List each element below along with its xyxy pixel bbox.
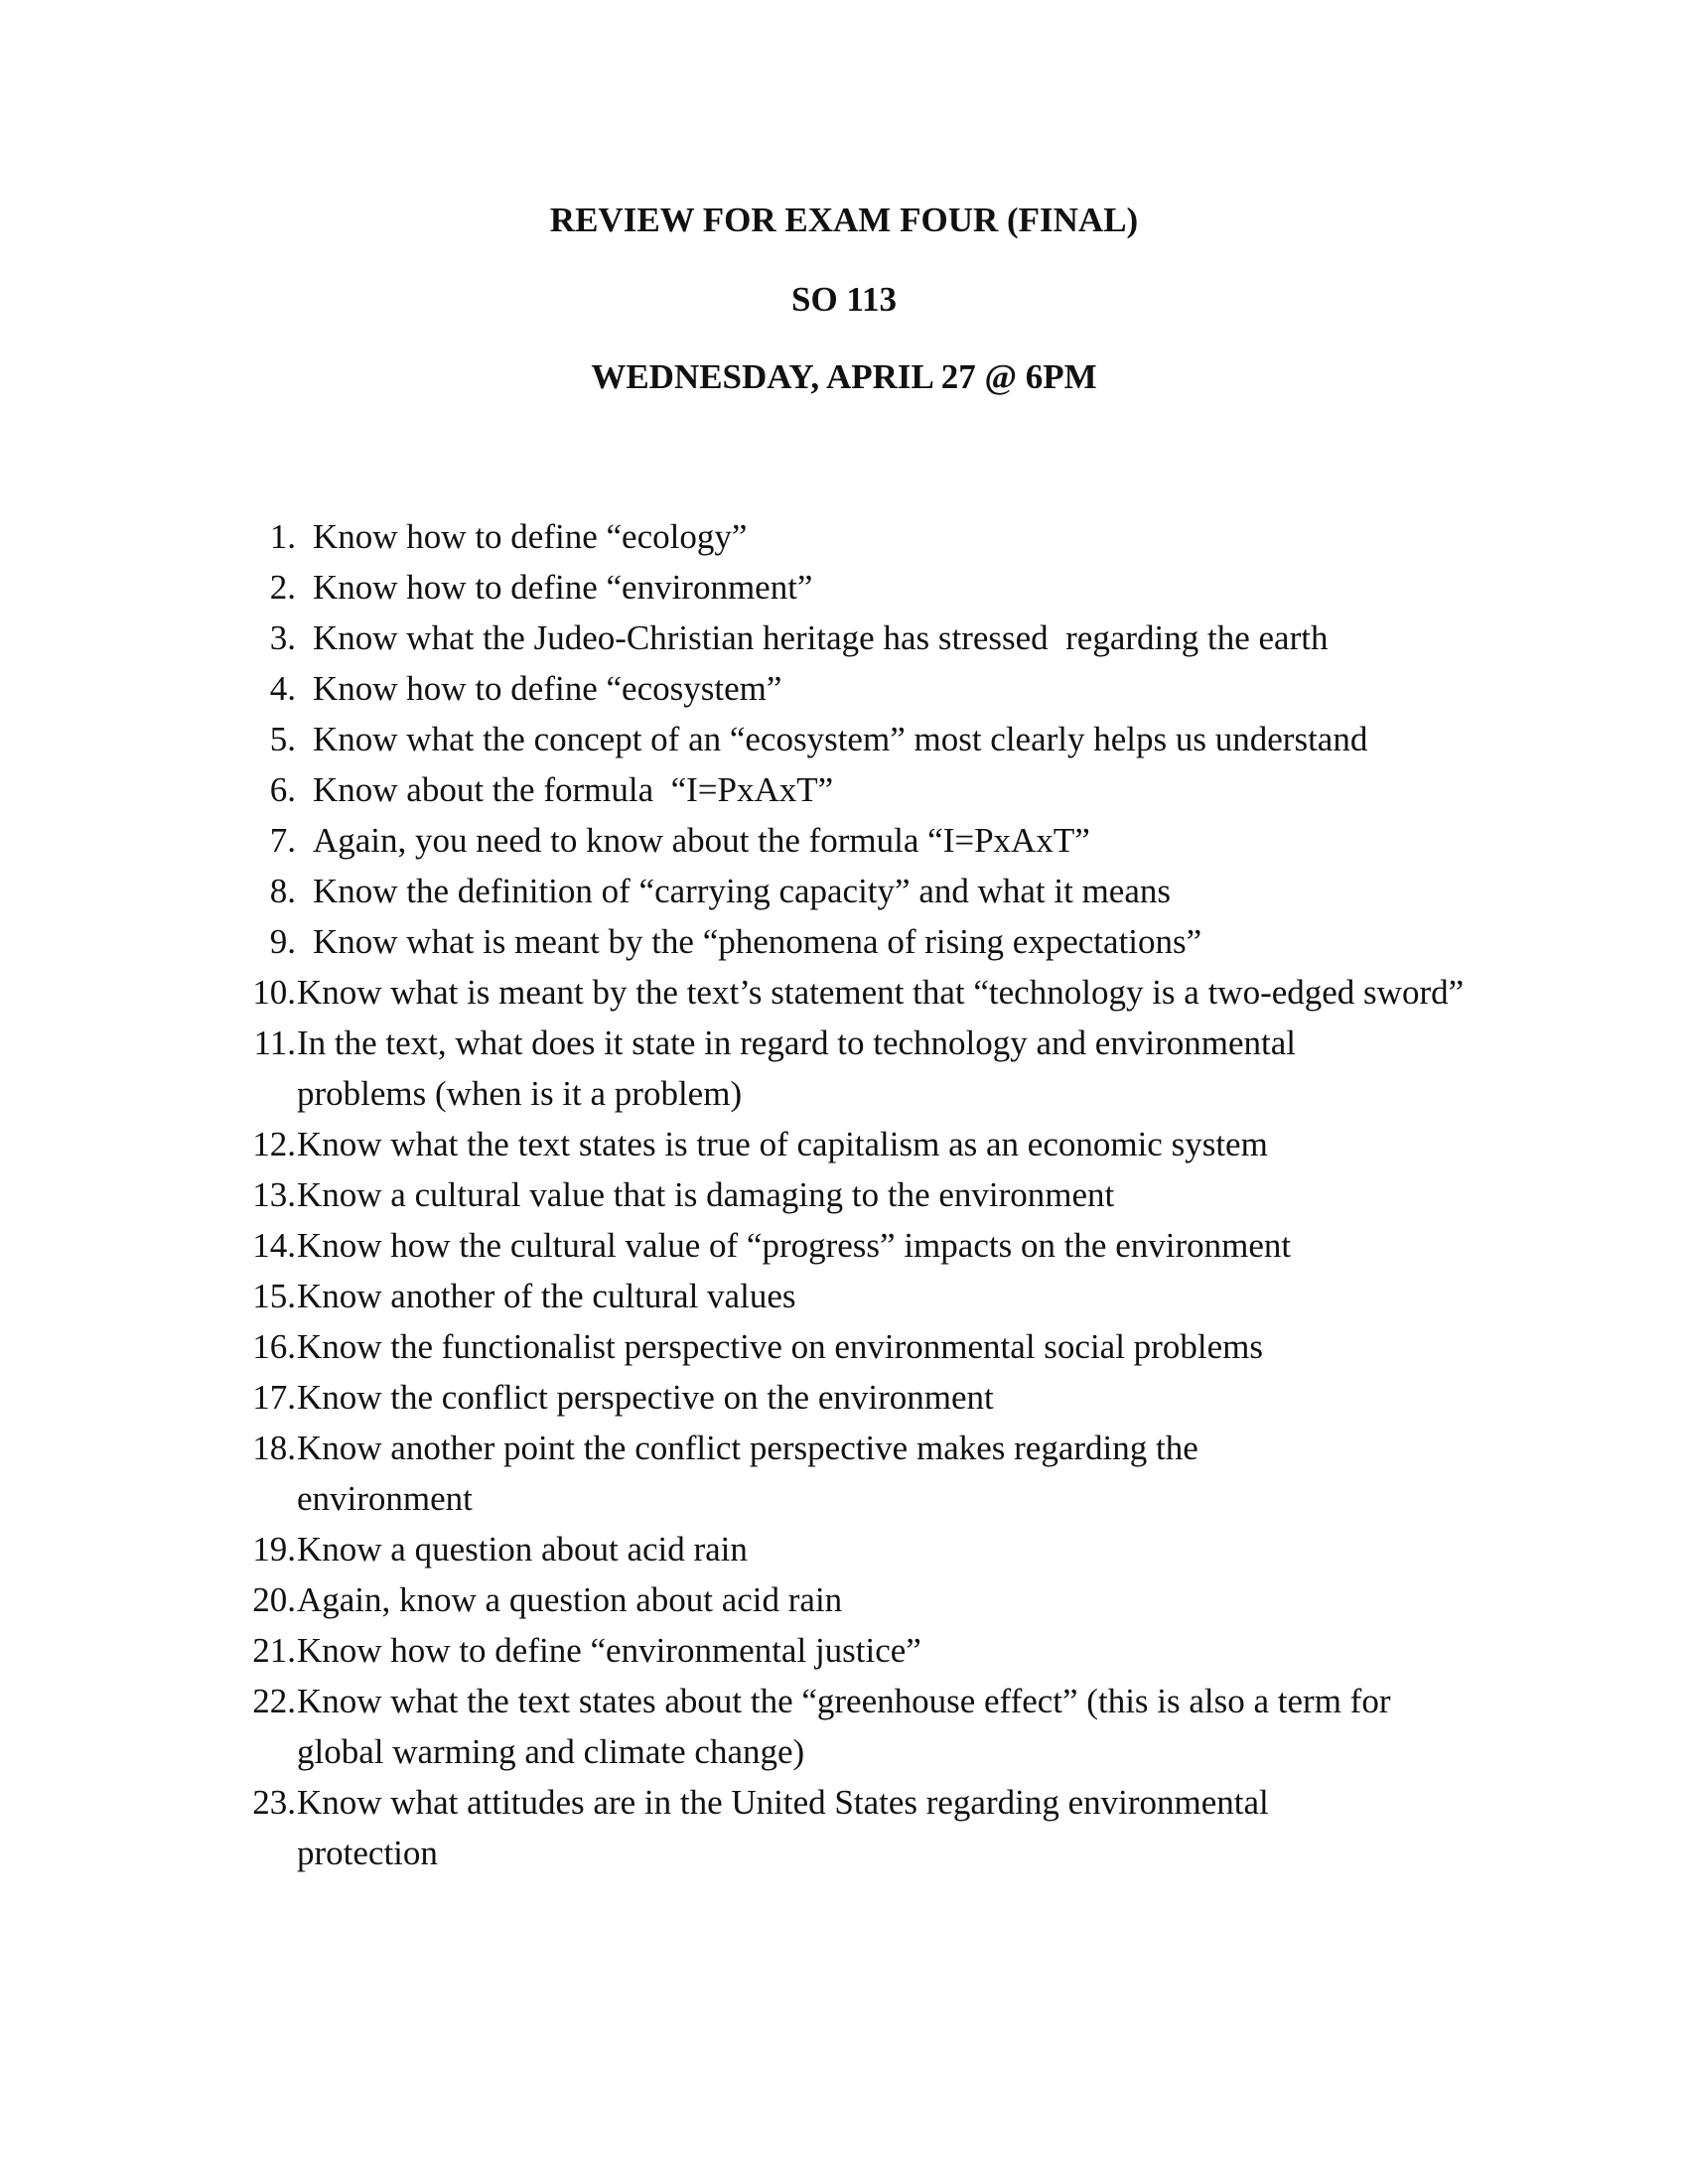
item-text: Know how to define “ecosystem” bbox=[313, 669, 782, 708]
document-title: REVIEW FOR EXAM FOUR (FINAL) bbox=[549, 201, 1139, 239]
list-item bbox=[248, 1423, 1479, 1524]
list-item bbox=[248, 1119, 1479, 1169]
item-number: 18. bbox=[252, 1429, 296, 1467]
item-text: Know how to define “ecology” bbox=[313, 517, 748, 556]
item-text: Know how to define “environmental justice” bbox=[297, 1631, 921, 1670]
list-item bbox=[248, 815, 1479, 866]
item-number: 8. bbox=[269, 872, 296, 910]
item-text: Know how the cultural value of “progress” impacts on the environment bbox=[297, 1226, 1292, 1265]
item-text: Know what the concept of an “ecosystem” most clearly helps us understand bbox=[313, 720, 1368, 758]
item-number: 4. bbox=[269, 669, 296, 708]
item-text: Know how to define “environment” bbox=[313, 568, 813, 607]
list-item bbox=[248, 1372, 1479, 1423]
item-number: 7. bbox=[269, 821, 296, 860]
item-number: 2. bbox=[269, 568, 296, 607]
item-number: 11. bbox=[253, 1024, 296, 1062]
item-text: Again, know a question about acid rain bbox=[297, 1580, 843, 1619]
list-item bbox=[248, 613, 1479, 663]
list-item bbox=[248, 916, 1479, 967]
item-text: Know what the text states about the “greenhouse effect” (this is also a term for global warming and climate change) bbox=[297, 1682, 1391, 1771]
list-item bbox=[248, 562, 1479, 613]
item-number: 3. bbox=[269, 618, 296, 657]
item-number: 9. bbox=[269, 922, 296, 961]
list-item bbox=[248, 511, 1479, 562]
item-number: 23. bbox=[252, 1783, 296, 1822]
item-number: 13. bbox=[252, 1175, 296, 1214]
item-number: 15. bbox=[252, 1277, 296, 1315]
item-text: Know what is meant by the “phenomena of rising expectations” bbox=[313, 922, 1202, 961]
item-number: 17. bbox=[252, 1378, 296, 1417]
item-number: 22. bbox=[252, 1682, 296, 1720]
review-question-list bbox=[248, 511, 1479, 1878]
item-number: 1. bbox=[269, 517, 296, 556]
list-item bbox=[248, 1271, 1479, 1321]
item-text: In the text, what does it state in regard to technology and environmental problems (when is it a problem) bbox=[297, 1024, 1296, 1113]
list-item bbox=[248, 1169, 1479, 1220]
list-item bbox=[248, 1777, 1479, 1878]
item-text: Know another of the cultural values bbox=[297, 1277, 796, 1315]
item-text: Know another point the conflict perspective makes regarding the environment bbox=[297, 1429, 1198, 1518]
list-item bbox=[248, 764, 1479, 815]
item-text: Know the functionalist perspective on environmental social problems bbox=[297, 1327, 1263, 1366]
item-number: 10. bbox=[252, 973, 296, 1012]
course-code: SO 113 bbox=[790, 280, 897, 319]
item-text: Know about the formula “I=PxAxT” bbox=[313, 770, 834, 809]
item-text: Know what the text states is true of capitalism as an economic system bbox=[297, 1125, 1268, 1163]
item-number: 19. bbox=[252, 1530, 296, 1569]
item-text: Know what the Judeo-Christian heritage has stressed regarding the earth bbox=[313, 618, 1329, 657]
list-item bbox=[248, 866, 1479, 916]
list-item bbox=[248, 1524, 1479, 1574]
item-text: Know the conflict perspective on the environment bbox=[297, 1378, 994, 1417]
list-item bbox=[248, 1018, 1479, 1119]
item-number: 5. bbox=[269, 720, 296, 758]
item-number: 14. bbox=[252, 1226, 296, 1265]
item-number: 16. bbox=[252, 1327, 296, 1366]
list-item bbox=[248, 967, 1479, 1018]
list-item bbox=[248, 1321, 1479, 1372]
list-item bbox=[248, 1574, 1479, 1625]
list-item bbox=[248, 1625, 1479, 1676]
exam-date: WEDNESDAY, APRIL 27 @ 6PM bbox=[591, 357, 1097, 396]
item-text: Know the definition of “carrying capacity” and what it means bbox=[313, 872, 1171, 910]
item-number: 21. bbox=[252, 1631, 296, 1670]
item-text: Know what is meant by the text’s statement that “technology is a two-edged sword” bbox=[297, 973, 1465, 1012]
item-text: Know what attitudes are in the United States regarding environmental protection bbox=[297, 1783, 1269, 1872]
list-item bbox=[248, 663, 1479, 714]
item-text: Know a cultural value that is damaging to the environment bbox=[297, 1175, 1115, 1214]
item-text: Know a question about acid rain bbox=[297, 1530, 748, 1569]
list-item bbox=[248, 714, 1479, 764]
item-number: 6. bbox=[269, 770, 296, 809]
list-item bbox=[248, 1676, 1479, 1777]
item-number: 12. bbox=[252, 1125, 296, 1163]
item-number: 20. bbox=[252, 1580, 296, 1619]
item-text: Again, you need to know about the formula “I=PxAxT” bbox=[313, 821, 1090, 860]
list-item bbox=[248, 1220, 1479, 1271]
